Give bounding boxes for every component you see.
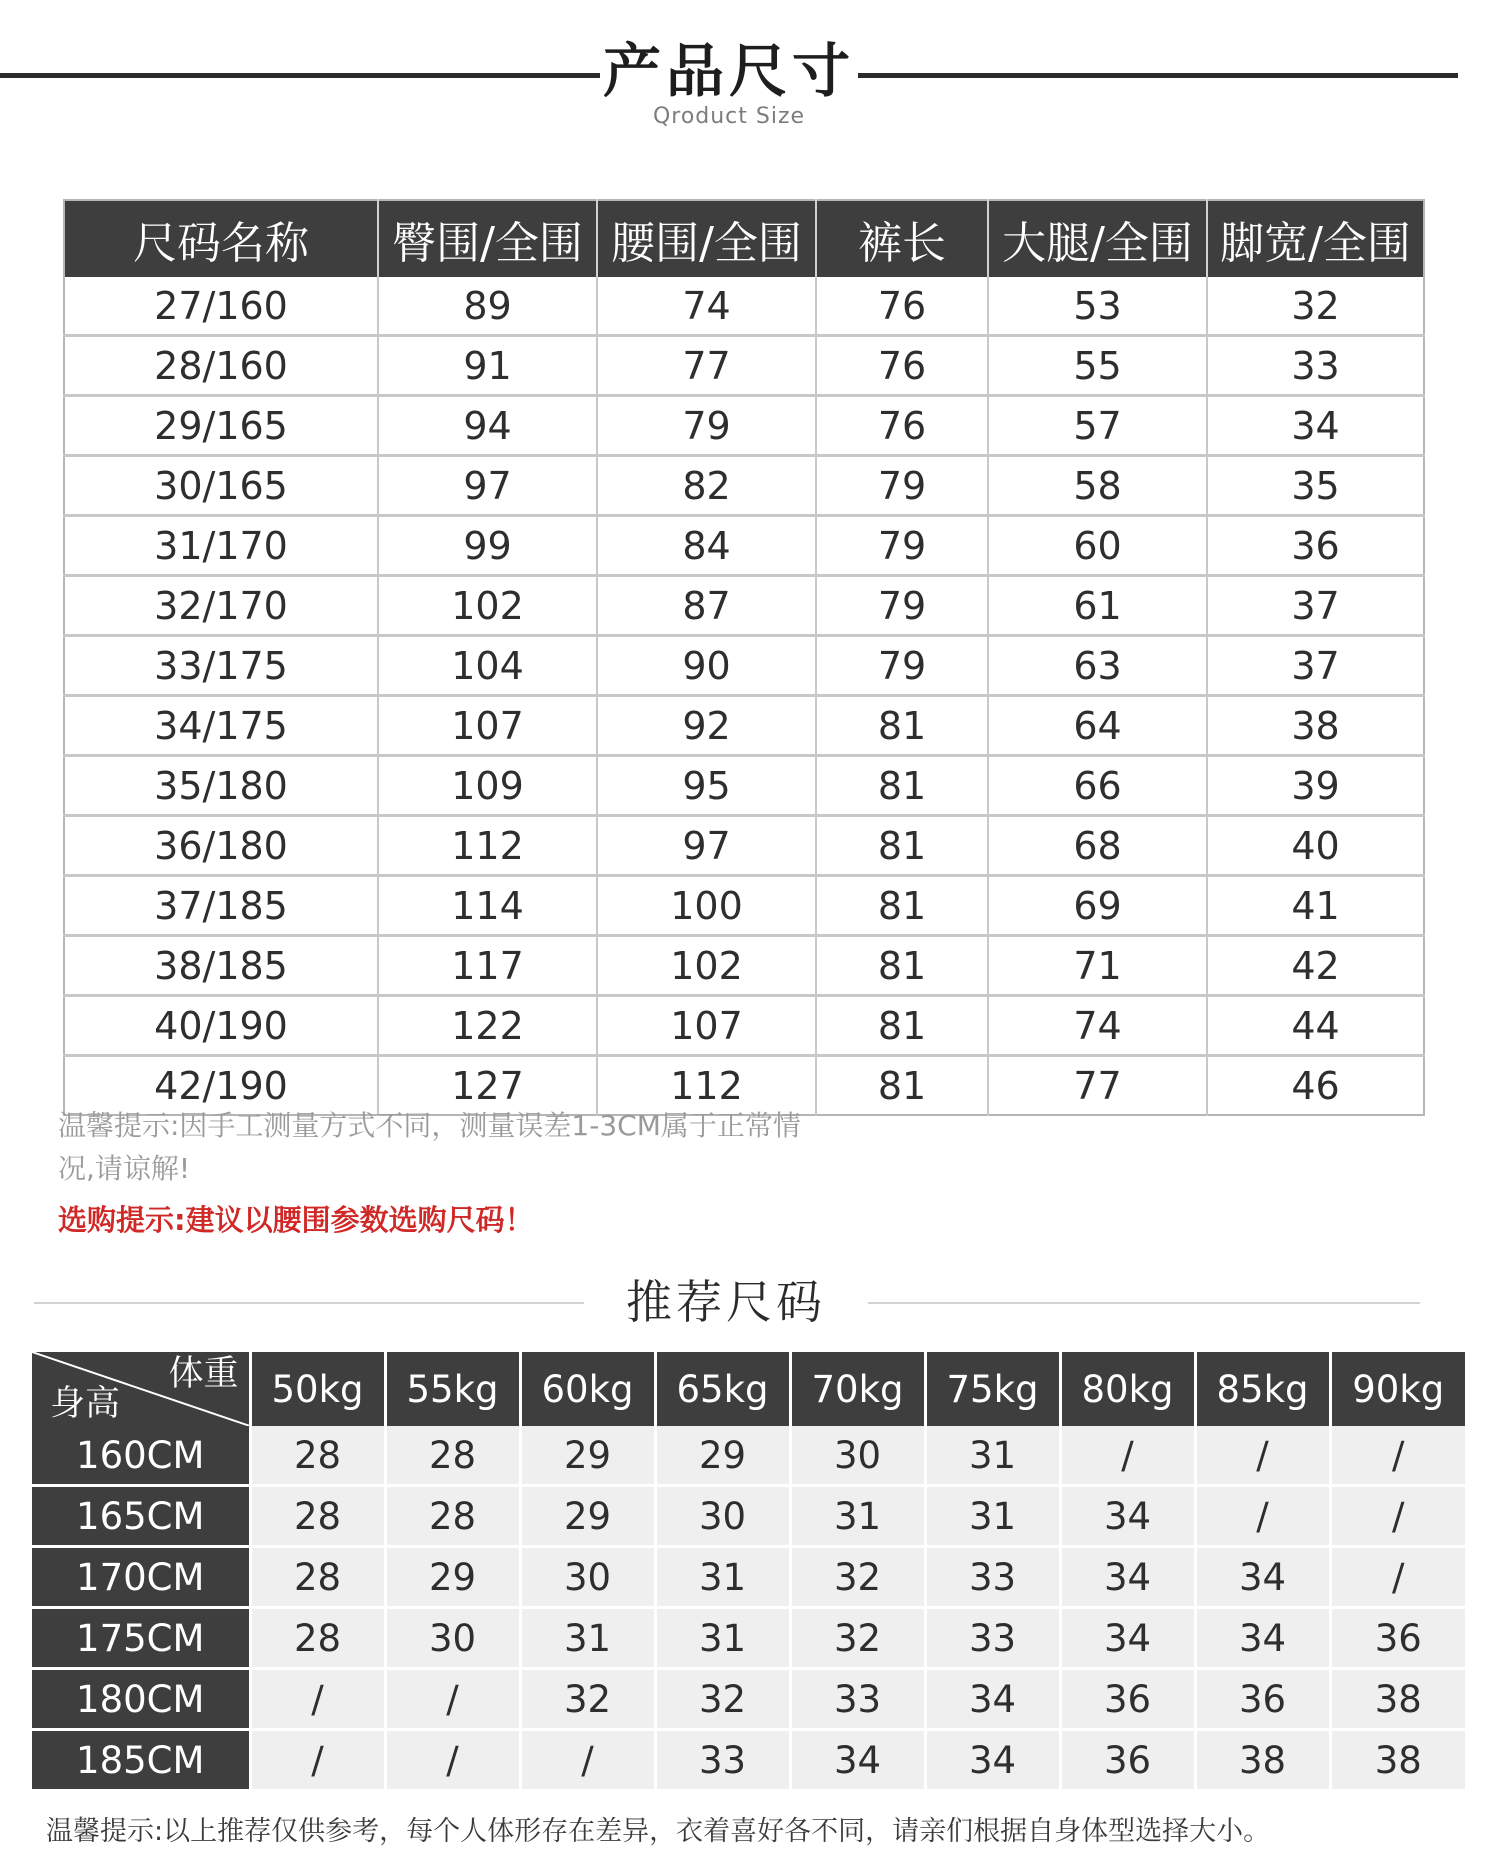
table-cell: 28 xyxy=(250,1547,385,1608)
table-cell: 28 xyxy=(250,1608,385,1669)
column-header: 大腿/全围 xyxy=(988,200,1207,277)
table-cell: 37 xyxy=(1207,636,1424,696)
table-cell: 74 xyxy=(988,996,1207,1056)
table-cell: 95 xyxy=(597,756,816,816)
column-header: 裤长 xyxy=(816,200,988,277)
table-cell: 76 xyxy=(816,396,988,456)
table-cell: 37 xyxy=(1207,576,1424,636)
table-cell: 29 xyxy=(385,1547,520,1608)
height-header: 165CM xyxy=(32,1486,250,1547)
corner-cell xyxy=(32,1352,250,1426)
table-cell: 87 xyxy=(597,576,816,636)
table-cell: 38 xyxy=(1207,696,1424,756)
table-cell: 44 xyxy=(1207,996,1424,1056)
weight-header: 85kg xyxy=(1195,1352,1330,1426)
table-cell: 107 xyxy=(378,696,597,756)
table-cell: / xyxy=(1195,1486,1330,1547)
table-cell: / xyxy=(250,1730,385,1790)
size-table xyxy=(63,199,1425,1116)
table-cell: 64 xyxy=(988,696,1207,756)
table-cell: 28 xyxy=(250,1486,385,1547)
table-cell: 104 xyxy=(378,636,597,696)
table-cell: 33/175 xyxy=(64,636,378,696)
table-cell: 34 xyxy=(1060,1608,1195,1669)
table-cell: 35/180 xyxy=(64,756,378,816)
table-row xyxy=(64,456,1424,516)
table-cell: 28 xyxy=(385,1486,520,1547)
table-cell: / xyxy=(385,1669,520,1730)
table-cell: 77 xyxy=(597,336,816,396)
table-cell: 37/185 xyxy=(64,876,378,936)
header-rule-right xyxy=(858,73,1458,78)
table-cell: 127 xyxy=(378,1056,597,1116)
table-cell: 31 xyxy=(790,1486,925,1547)
table-cell: 36 xyxy=(1330,1608,1465,1669)
weight-header: 50kg xyxy=(250,1352,385,1426)
table-cell: 31 xyxy=(655,1608,790,1669)
table-cell: 99 xyxy=(378,516,597,576)
height-header: 180CM xyxy=(32,1669,250,1730)
table-cell: 57 xyxy=(988,396,1207,456)
recommend-table xyxy=(32,1352,1465,1789)
table-cell: 31 xyxy=(520,1608,655,1669)
table-cell: 63 xyxy=(988,636,1207,696)
table-cell: 91 xyxy=(378,336,597,396)
table-cell: 32 xyxy=(790,1547,925,1608)
table-row xyxy=(64,396,1424,456)
table-cell: 68 xyxy=(988,816,1207,876)
table-cell: 40/190 xyxy=(64,996,378,1056)
table-cell: / xyxy=(1330,1486,1465,1547)
table-row xyxy=(32,1608,1465,1669)
table-cell: 28 xyxy=(385,1426,520,1486)
table-cell: 38 xyxy=(1330,1669,1465,1730)
table-row xyxy=(32,1547,1465,1608)
table-cell: 77 xyxy=(988,1056,1207,1116)
table-cell: 41 xyxy=(1207,876,1424,936)
table-row xyxy=(64,936,1424,996)
corner-weight-label: 体重 xyxy=(168,1354,239,1394)
table-cell: 42 xyxy=(1207,936,1424,996)
table-cell: 36 xyxy=(1060,1730,1195,1790)
weight-header: 60kg xyxy=(520,1352,655,1426)
table-cell: 29 xyxy=(520,1486,655,1547)
table-cell: 81 xyxy=(816,756,988,816)
table-cell: 94 xyxy=(378,396,597,456)
column-header: 尺码名称 xyxy=(64,200,378,277)
table-cell: 100 xyxy=(597,876,816,936)
table-row xyxy=(64,516,1424,576)
footer-note: 温馨提示:以上推荐仅供参考，每个人体形存在差异，衣着喜好各不同，请亲们根据自身体型选择大小。 xyxy=(46,1816,1271,1847)
weight-header: 55kg xyxy=(385,1352,520,1426)
table-row xyxy=(64,696,1424,756)
table-cell: 29 xyxy=(520,1426,655,1486)
recommend-table-header xyxy=(32,1352,1465,1426)
table-cell: 109 xyxy=(378,756,597,816)
table-cell: 40 xyxy=(1207,816,1424,876)
table-cell: 34 xyxy=(1207,396,1424,456)
table-row xyxy=(32,1426,1465,1486)
table-cell: 32 xyxy=(655,1669,790,1730)
height-header: 160CM xyxy=(32,1426,250,1486)
table-row xyxy=(32,1730,1465,1790)
table-cell: 58 xyxy=(988,456,1207,516)
table-cell: 36 xyxy=(1195,1669,1330,1730)
purchase-tip: 选购提示:建议以腰围参数选购尺码！ xyxy=(58,1203,534,1237)
table-cell: 46 xyxy=(1291,1063,1340,1108)
table-row xyxy=(64,636,1424,696)
table-cell: 33 xyxy=(655,1730,790,1790)
corner-height-label: 身高 xyxy=(50,1384,121,1424)
table-cell: 34 xyxy=(1195,1547,1330,1608)
table-cell: 38/185 xyxy=(64,936,378,996)
table-cell: 33 xyxy=(925,1608,1060,1669)
table-cell: 81 xyxy=(816,936,988,996)
warm-tip-line1: 温馨提示:因手工测量方式不同，测量误差1-3CM属于正常情 xyxy=(58,1109,801,1142)
size-table-header xyxy=(64,200,1424,277)
table-cell: 79 xyxy=(816,456,988,516)
table-cell: 76 xyxy=(816,277,988,336)
table-cell: 71 xyxy=(988,936,1207,996)
section-rule-left xyxy=(34,1302,584,1304)
page-subtitle: Qroduct Size xyxy=(652,104,806,129)
table-cell: 32/170 xyxy=(64,576,378,636)
table-cell: 102 xyxy=(378,576,597,636)
table-cell: / xyxy=(250,1669,385,1730)
table-cell: 81 xyxy=(816,876,988,936)
table-cell: 36 xyxy=(1207,516,1424,576)
table-cell: 79 xyxy=(816,636,988,696)
table-cell: 92 xyxy=(597,696,816,756)
table-cell: 32 xyxy=(1207,277,1424,336)
table-cell: 34/175 xyxy=(64,696,378,756)
table-cell: / xyxy=(1195,1426,1330,1486)
table-cell: 30 xyxy=(385,1608,520,1669)
section-rule-right xyxy=(868,1302,1420,1304)
table-row xyxy=(64,756,1424,816)
table-row xyxy=(64,277,1424,336)
table-cell: 97 xyxy=(378,456,597,516)
column-header: 腰围/全围 xyxy=(597,200,816,277)
table-cell: 112 xyxy=(597,1056,816,1116)
table-cell: 76 xyxy=(816,336,988,396)
table-cell: 31 xyxy=(925,1486,1060,1547)
table-cell: 31 xyxy=(925,1426,1060,1486)
table-cell: 90 xyxy=(597,636,816,696)
table-cell: 34 xyxy=(790,1730,925,1790)
table-cell: 35 xyxy=(1207,456,1424,516)
table-cell: / xyxy=(520,1730,655,1790)
table-cell: 81 xyxy=(816,996,988,1056)
table-cell: 32 xyxy=(790,1608,925,1669)
table-row xyxy=(64,576,1424,636)
weight-header: 75kg xyxy=(925,1352,1060,1426)
table-cell: 29 xyxy=(655,1426,790,1486)
table-cell: 39 xyxy=(1207,756,1424,816)
weight-header: 90kg xyxy=(1330,1352,1465,1426)
table-cell: 122 xyxy=(378,996,597,1056)
table-cell: 82 xyxy=(597,456,816,516)
table-cell: 89 xyxy=(378,277,597,336)
table-cell: 66 xyxy=(988,756,1207,816)
table-cell: 34 xyxy=(1060,1547,1195,1608)
table-cell: 79 xyxy=(597,396,816,456)
table-cell: 112 xyxy=(378,816,597,876)
table-cell: 36 xyxy=(1060,1669,1195,1730)
table-cell: 33 xyxy=(925,1547,1060,1608)
table-cell: 60 xyxy=(988,516,1207,576)
table-cell: 31/170 xyxy=(64,516,378,576)
table-cell: 84 xyxy=(597,516,816,576)
table-cell: 31 xyxy=(655,1547,790,1608)
header-rule-left xyxy=(0,73,600,78)
height-header: 175CM xyxy=(32,1608,250,1669)
page-title: 产品尺寸 xyxy=(602,37,855,105)
table-cell: 53 xyxy=(988,277,1207,336)
table-cell: 38 xyxy=(1330,1730,1465,1790)
table-cell: / xyxy=(1330,1426,1465,1486)
table-cell: 117 xyxy=(378,936,597,996)
table-cell: 33 xyxy=(790,1669,925,1730)
table-cell: 97 xyxy=(597,816,816,876)
table-cell: 34 xyxy=(1195,1608,1330,1669)
table-row xyxy=(32,1669,1465,1730)
table-cell: 61 xyxy=(988,576,1207,636)
table-cell: 28/160 xyxy=(64,336,378,396)
table-cell: 30 xyxy=(520,1547,655,1608)
table-cell: 33 xyxy=(1207,336,1424,396)
recommend-title: 推荐尺码 xyxy=(626,1275,826,1329)
table-cell: 36/180 xyxy=(64,816,378,876)
table-row xyxy=(64,336,1424,396)
table-cell: 30 xyxy=(790,1426,925,1486)
table-row xyxy=(64,876,1424,936)
table-cell: 38 xyxy=(1195,1730,1330,1790)
recommend-table-body xyxy=(32,1426,1465,1789)
column-header: 臀围/全围 xyxy=(378,200,597,277)
table-cell: 69 xyxy=(988,876,1207,936)
table-cell: 114 xyxy=(378,876,597,936)
weight-header: 65kg xyxy=(655,1352,790,1426)
table-cell: 74 xyxy=(597,277,816,336)
table-cell: 81 xyxy=(816,1056,988,1116)
weight-header: 70kg xyxy=(790,1352,925,1426)
table-cell: 107 xyxy=(597,996,816,1056)
table-cell: 79 xyxy=(816,516,988,576)
weight-header: 80kg xyxy=(1060,1352,1195,1426)
height-header: 185CM xyxy=(32,1730,250,1790)
table-cell: 102 xyxy=(597,936,816,996)
table-cell: / xyxy=(385,1730,520,1790)
warm-tip-line2: 况,请谅解! xyxy=(58,1152,191,1185)
table-cell: 28 xyxy=(250,1426,385,1486)
table-cell: 30/165 xyxy=(64,456,378,516)
size-table-body xyxy=(64,277,1424,1115)
table-cell: / xyxy=(1060,1426,1195,1486)
table-cell: 55 xyxy=(988,336,1207,396)
table-cell: 34 xyxy=(925,1730,1060,1790)
column-header: 脚宽/全围 xyxy=(1207,200,1424,277)
table-cell: 30 xyxy=(655,1486,790,1547)
table-row xyxy=(64,996,1424,1056)
height-header: 170CM xyxy=(32,1547,250,1608)
table-cell: 27/160 xyxy=(64,277,378,336)
table-cell: 29/165 xyxy=(64,396,378,456)
table-cell: 34 xyxy=(1060,1486,1195,1547)
table-cell: / xyxy=(1330,1547,1465,1608)
table-cell: 79 xyxy=(816,576,988,636)
table-cell: 34 xyxy=(925,1669,1060,1730)
table-cell: 81 xyxy=(816,816,988,876)
table-cell: 42/190 xyxy=(64,1056,378,1116)
table-cell: 81 xyxy=(816,696,988,756)
table-cell: 32 xyxy=(520,1669,655,1730)
table-row xyxy=(32,1486,1465,1547)
table-row xyxy=(64,816,1424,876)
